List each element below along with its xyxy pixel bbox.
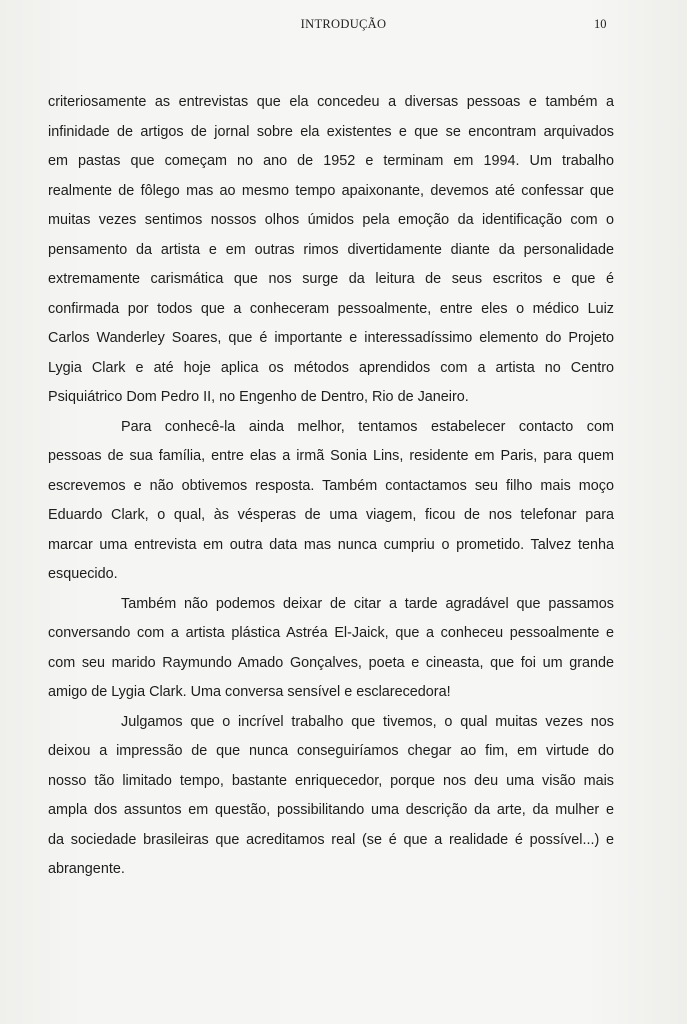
text-line: realmente de fôlego mas ao mesmo tempo apaixonante, devemos até confessar que (48, 182, 614, 199)
text-line: em pastas que começam no ano de 1952 e terminam em 1994. Um trabalho (48, 153, 614, 169)
text-line: esquecido. (48, 566, 118, 582)
running-header-title: INTRODUÇÃO (300, 17, 387, 31)
text-line: Também não podemos deixar de citar a tarde agradável que passamos (121, 595, 614, 612)
text-line: ampla dos assuntos em questão, possibilitando uma descrição da arte, da mulher e (48, 802, 614, 818)
text-line: pensamento da artista e em outras rimos divertidamente diante da personalidade (48, 241, 614, 258)
text-line: Carlos Wanderley Soares, que é importante e interessadíssimo elemento do Projeto (48, 330, 614, 346)
text-line: Eduardo Clark, o qual, às vésperas de uma viagem, ficou de nos telefonar para (48, 507, 614, 523)
text-line: Julgamos que o incrível trabalho que tivemos, o qual muitas vezes nos (121, 713, 614, 730)
text-line: nosso tão limitado tempo, bastante enriquecedor, porque nos deu uma visão mais (48, 772, 614, 789)
text-line: amigo de Lygia Clark. Uma conversa sensível e esclarecedora! (48, 684, 451, 700)
text-line: Psiquiátrico Dom Pedro II, no Engenho de Dentro, Rio de Janeiro. (48, 389, 469, 405)
text-line: conversando com a artista plástica Astréa El-Jaick, que a conheceu pessoalmente e (48, 625, 614, 641)
text-line: muitas vezes sentimos nossos olhos úmidos pela emoção da identificação com o (48, 212, 614, 228)
text-line: deixou a impressão de que nunca conseguiríamos chegar ao fim, em virtude do (48, 743, 614, 759)
text-line: marcar uma entrevista em outra data mas nunca cumpriu o prometido. Talvez tenha (48, 536, 614, 553)
body-text (48, 88, 614, 885)
text-line: Para conhecê-la ainda melhor, tentamos estabelecer contacto com (121, 418, 614, 435)
text-line: escrevemos e não obtivemos resposta. Também contactamos seu filho mais moço (48, 477, 614, 494)
text-line: abrangente. (48, 861, 125, 877)
text-line: Lygia Clark e até hoje aplica os métodos aprendidos com a artista no Centro (48, 359, 614, 376)
page-number: 10 (594, 17, 607, 31)
text-line: criteriosamente as entrevistas que ela concedeu a diversas pessoas e também a (48, 94, 614, 110)
text-line: pessoas de sua família, entre elas a irmã Sonia Lins, residente em Paris, para quem (48, 448, 614, 464)
text-line: da sociedade brasileiras que acreditamos real (se é que a realidade é possível...) e (48, 831, 614, 848)
text-line: infinidade de artigos de jornal sobre ela existentes e que se encontram arquivados (48, 123, 614, 140)
text-line: com seu marido Raymundo Amado Gonçalves, poeta e cineasta, que foi um grande (48, 654, 614, 671)
text-line: confirmada por todos que a conheceram pessoalmente, entre eles o médico Luiz (48, 300, 614, 317)
text-line: extremamente carismática que nos surge da leitura de seus escritos e que é (48, 271, 614, 287)
